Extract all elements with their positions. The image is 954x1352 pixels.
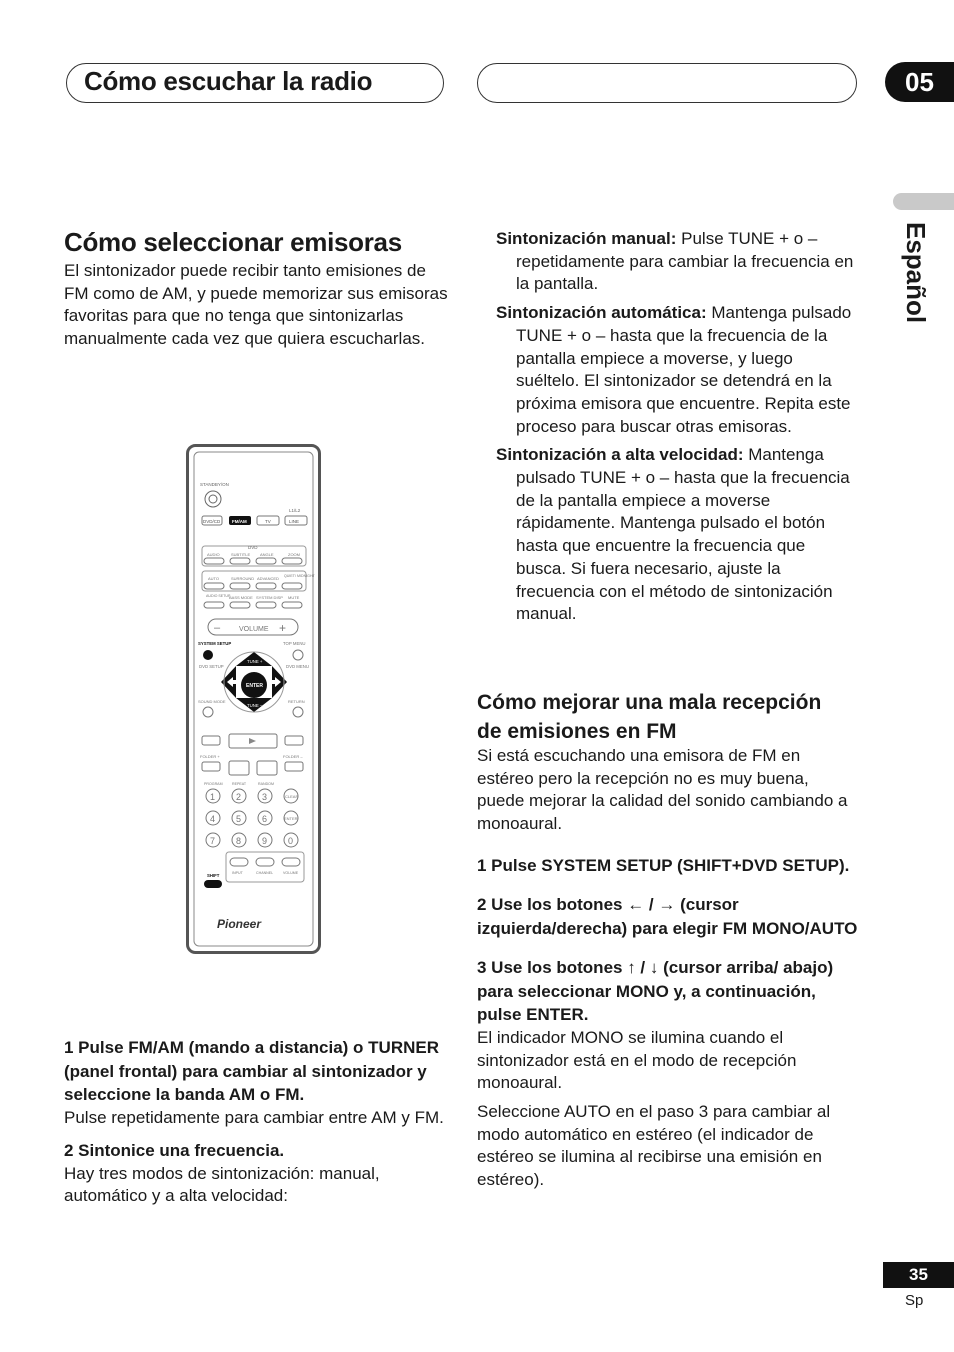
fm-step3: 3 Use los botones ↑ / ↓ (cursor arriba/ abajo) para seleccionar MONO y, a continuación, pulse ENTER. [477, 958, 834, 1025]
tv-button-label: TV [265, 519, 271, 524]
fast-text: Mantenga pulsado TUNE + o – hasta que la frecuencia de la pantalla empiece a moverse rápidamente. Mantenga pulsado el botón hasta que encuentre la frecuencia que busca. Si fuera necesario, ajuste la frecuencia con el método de sintonización manual. [516, 445, 850, 624]
pioneer-logo: Pioneer [217, 917, 262, 931]
svg-text:AUDIO SETUP: AUDIO SETUP [206, 594, 231, 598]
svg-text:ANGLE: ANGLE [260, 552, 274, 557]
svg-text:ADVANCED: ADVANCED [257, 576, 279, 581]
auto-tuning [496, 302, 860, 438]
svg-text:+: + [279, 621, 287, 635]
svg-text:TUNE +: TUNE + [247, 659, 263, 664]
svg-text:TOP MENU: TOP MENU [283, 641, 306, 646]
svg-text:TUNE –: TUNE – [247, 703, 263, 708]
language-code: Sp [905, 1292, 924, 1309]
svg-text:9: 9 [262, 836, 268, 846]
svg-text:REPEAT: REPEAT [232, 782, 247, 786]
svg-text:RETURN: RETURN [288, 699, 305, 704]
auto-text: Mantenga pulsado TUNE + o – hasta que la frecuencia de la pantalla empiece a moverse, y luego suéltelo. El sintonizador se detendrá en la próxima emisora que encuentre. Repita este proceso para buscar otras emisoras. [516, 303, 852, 436]
svg-text:SOUND MODE: SOUND MODE [198, 699, 226, 704]
fast-label: Sintonización a alta velocidad: [496, 445, 744, 465]
svg-text:3: 3 [262, 792, 268, 802]
svg-text:FOLDER –: FOLDER – [283, 754, 303, 759]
svg-text:6: 6 [262, 814, 268, 824]
header-empty-frame [477, 63, 857, 103]
section-title: Cómo escuchar la radio [84, 66, 373, 96]
fm-step3-body1: El indicador MONO se ilumina cuando el sintonizador está en el modo de recepción monoaural. [477, 1027, 797, 1093]
manual-text: Pulse TUNE + o – repetidamente para cambiar la frecuencia en la pantalla. [516, 229, 854, 294]
fm-step2: 2 Use los botones ← / → (cursor izquierda/derecha) para elegir FM MONO/AUTO [477, 895, 858, 938]
svg-text:1: 1 [210, 792, 216, 802]
auto-label: Sintonización automática: [496, 303, 707, 323]
chapter-number: 05 [885, 62, 954, 102]
svg-text:BASS MODE: BASS MODE [229, 595, 253, 600]
svg-text:SYSTEM SETUP: SYSTEM SETUP [198, 641, 232, 646]
step2-body: Hay tres modos de sintonización: manual, automático y a alta velocidad: [64, 1163, 380, 1206]
svg-text:VOLUME: VOLUME [283, 871, 299, 875]
svg-text:CLEAR: CLEAR [285, 794, 299, 799]
svg-text:ENTER: ENTER [284, 816, 298, 821]
svg-text:AUDIO: AUDIO [207, 552, 220, 557]
step1-body: Pulse repetidamente para cambiar entre AM y FM. [64, 1107, 444, 1127]
fm-reception-section [477, 745, 859, 1192]
svg-text:INPUT: INPUT [232, 871, 243, 875]
remote-control-illustration [186, 444, 321, 954]
line-button-label: LINE [289, 519, 300, 524]
svg-text:AUTO: AUTO [208, 576, 220, 581]
svg-text:PROGRAM: PROGRAM [204, 782, 223, 786]
svg-text:7: 7 [210, 836, 216, 846]
svg-text:2: 2 [236, 792, 242, 802]
fm-intro: Si está escuchando una emisora de FM en estéreo pero la recepción no es muy buena, puede mejorar la calidad del sonido cambiando a monoaural. [477, 746, 848, 834]
svg-text:8: 8 [236, 836, 242, 846]
svg-text:0: 0 [288, 836, 294, 846]
tuning-modes [496, 228, 860, 626]
svg-text:4: 4 [210, 814, 216, 824]
svg-text:SYSTEM DISP: SYSTEM DISP [256, 595, 283, 600]
language-tab [893, 193, 954, 210]
fm-step1: 1 Pulse SYSTEM SETUP (SHIFT+DVD SETUP). [477, 855, 850, 875]
svg-text:SURROUND: SURROUND [231, 576, 255, 581]
svg-text:DVD MENU: DVD MENU [286, 664, 309, 669]
volume-label: VOLUME [239, 626, 269, 633]
l1l2-label: L1/L2 [289, 508, 301, 513]
enter-button-label: ENTER [246, 683, 263, 689]
svg-text:SUBTITLE: SUBTITLE [231, 552, 251, 557]
svg-text:RANDOM: RANDOM [258, 782, 274, 786]
fm-reception-heading: Cómo mejorar una mala recepción de emisiones en FM [477, 691, 822, 743]
dvd-group-label: DVD [248, 545, 258, 550]
svg-text:CHANNEL: CHANNEL [256, 871, 274, 875]
svg-text:DVD SETUP: DVD SETUP [199, 664, 224, 669]
manual-label: Sintonización manual: [496, 229, 677, 248]
manual-tuning [496, 228, 860, 296]
fmam-button-label: FM/AM [232, 519, 247, 524]
svg-text:–: – [214, 622, 221, 634]
step1-title: 1 Pulse FM/AM (mando a distancia) o TURNER (panel frontal) para cambiar al sintonizador y seleccione la banda AM o FM. [64, 1038, 439, 1104]
svg-text:5: 5 [236, 814, 242, 824]
language-label: Español [901, 222, 931, 324]
fm-step3-body2: Seleccione AUTO en el paso 3 para cambiar al modo automático en estéreo (el indicador de estéreo se ilumina al recibirse una emisión en estéreo). [477, 1101, 831, 1190]
fast-tuning [496, 444, 860, 626]
shift-button [204, 880, 222, 888]
intro-paragraph [64, 260, 452, 351]
svg-text:FOLDER +: FOLDER + [200, 754, 220, 759]
intro-text: El sintonizador puede recibir tanto emisiones de FM como de AM, y puede memorizar sus emisoras favoritas para que no tenga que sintonizarlas manualmente cada vez que quiera escucharlas. [64, 261, 448, 349]
dvdcd-button-label: DVD/CD [203, 519, 221, 524]
standby-label: STANDBY/ON [200, 482, 229, 487]
step2-title: 2 Sintonice una frecuencia. [64, 1141, 285, 1161]
svg-text:QUIET/ MIDNIGHT: QUIET/ MIDNIGHT [284, 574, 315, 578]
svg-text:MUTE: MUTE [288, 595, 300, 600]
left-steps [64, 1036, 448, 1208]
svg-text:ZOOM: ZOOM [288, 552, 300, 557]
section-heading: Cómo seleccionar emisoras [64, 227, 402, 257]
page-number: 35 [883, 1262, 954, 1288]
power-icon [205, 491, 221, 507]
svg-text:SHIFT: SHIFT [207, 873, 220, 878]
